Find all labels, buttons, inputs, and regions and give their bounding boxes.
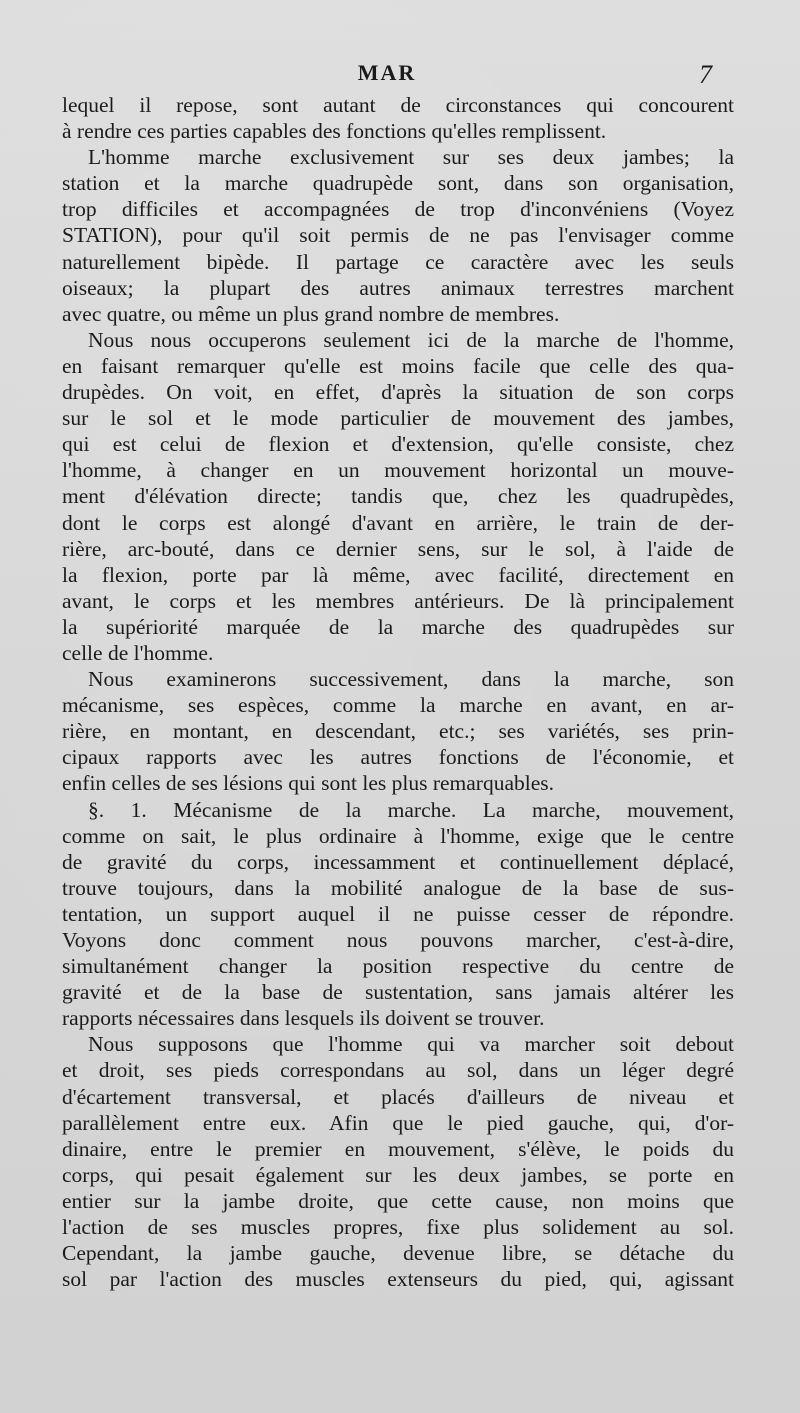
text-line: comme on sait, le plus ordinaire à l'homme, exige que le centre xyxy=(62,823,734,848)
body-text xyxy=(62,92,734,1292)
text-line: cipaux rapports avec les autres fonctions de l'économie, et xyxy=(62,745,734,770)
text-line: entier sur la jambe droite, que cette cause, non moins que xyxy=(62,1188,734,1213)
text-line: Cependant, la jambe gauche, devenue libre, se détache du xyxy=(62,1241,734,1266)
text-line: L'homme marche exclusivement sur ses deux jambes; la xyxy=(88,145,734,170)
text-line: STATION), pour qu'il soit permis de ne pas l'envisager comme xyxy=(62,223,734,248)
text-line: rière, arc-bouté, dans ce dernier sens, sur le sol, à l'aide de xyxy=(62,536,734,561)
text-line: de gravité du corps, incessamment et continuellement déplacé, xyxy=(62,849,734,874)
text-line: oiseaux; la plupart des autres animaux terrestres marchent xyxy=(62,275,734,300)
text-line: avec quatre, ou même un plus grand nombre de membres. xyxy=(62,301,560,326)
text-line: celle de l'homme. xyxy=(62,640,214,665)
text-line: et droit, ses pieds correspondans au sol, dans un léger degré xyxy=(62,1058,734,1083)
text-line: rière, en montant, en descendant, etc.; ses variétés, ses prin- xyxy=(62,719,734,744)
text-line: lequel il repose, sont autant de circonstances qui concourent xyxy=(62,93,734,117)
text-line: dinaire, entre le premier en mouvement, s'élève, le poids du xyxy=(62,1136,734,1161)
text-line: enfin celles de ses lésions qui sont les plus remarquables. xyxy=(62,771,555,796)
text-line: drupèdes. On voit, en effet, d'après la situation de son corps xyxy=(62,380,734,405)
text-line: §. 1. Mécanisme de la marche. La marche, mouvement, xyxy=(88,797,734,822)
text-line: à rendre ces parties capables des fonctions qu'elles remplissent. xyxy=(62,119,607,144)
text-line: gravité et de la base de sustentation, sans jamais altérer les xyxy=(62,980,734,1005)
text-line: Nous nous occuperons seulement ici de la marche de l'homme, xyxy=(88,327,734,352)
text-line: parallèlement entre eux. Afin que le pied gauche, qui, d'or- xyxy=(62,1110,734,1135)
text-line: d'écartement transversal, et placés d'ailleurs de niveau et xyxy=(62,1084,734,1109)
text-line: qui est celui de flexion et d'extension, qu'elle consiste, chez xyxy=(62,432,734,457)
text-line: en faisant remarquer qu'elle est moins facile que celle des qua- xyxy=(62,353,734,378)
page-number: 7 xyxy=(699,60,712,89)
text-line: ment d'élévation directe; tandis que, chez les quadrupèdes, xyxy=(62,484,734,509)
text-line: corps, qui pesait également sur les deux jambes, se porte en xyxy=(62,1162,734,1187)
text-line: station et la marche quadrupède sont, dans son organisation, xyxy=(62,171,734,196)
text-line: Nous supposons que l'homme qui va marcher soit debout xyxy=(88,1032,734,1057)
text-line: sol par l'action des muscles extenseurs du pied, qui, agissant xyxy=(62,1267,734,1292)
text-line: mécanisme, ses espèces, comme la marche en avant, en ar- xyxy=(62,693,734,718)
text-line: Voyons donc comment nous pouvons marcher, c'est-à-dire, xyxy=(62,928,734,952)
text-line: sur le sol et le mode particulier de mouvement des jambes, xyxy=(62,406,734,431)
text-line: dont le corps est alongé d'avant en arrière, le train de der- xyxy=(62,510,734,535)
page-header xyxy=(62,60,712,94)
page-bottom-margin xyxy=(0,1290,800,1413)
text-line: avant, le corps et les membres antérieurs. De là principalement xyxy=(62,588,734,613)
text-line: la supériorité marquée de la marche des quadrupèdes sur xyxy=(62,614,734,639)
text-line: simultanément changer la position respective du centre de xyxy=(62,954,734,979)
text-line: l'action de ses muscles propres, fixe plus solidement au sol. xyxy=(62,1215,734,1240)
text-line: la flexion, porte par là même, avec facilité, directement en xyxy=(62,562,734,587)
text-line: trop difficiles et accompagnées de trop d'inconvéniens (Voyez xyxy=(62,197,734,222)
text-line: rapports nécessaires dans lesquels ils doivent se trouver. xyxy=(62,1006,545,1031)
running-head: MAR xyxy=(357,60,417,85)
text-line: naturellement bipède. Il partage ce caractère avec les seuls xyxy=(62,249,734,274)
text-line: Nous examinerons successivement, dans la marche, son xyxy=(88,667,734,692)
text-line: l'homme, à changer en un mouvement horizontal un mouve- xyxy=(62,458,734,483)
text-line: trouve toujours, dans la mobilité analogue de la base de sus- xyxy=(62,875,734,900)
text-line: tentation, un support auquel il ne puisse cesser de répondre. xyxy=(62,901,734,926)
